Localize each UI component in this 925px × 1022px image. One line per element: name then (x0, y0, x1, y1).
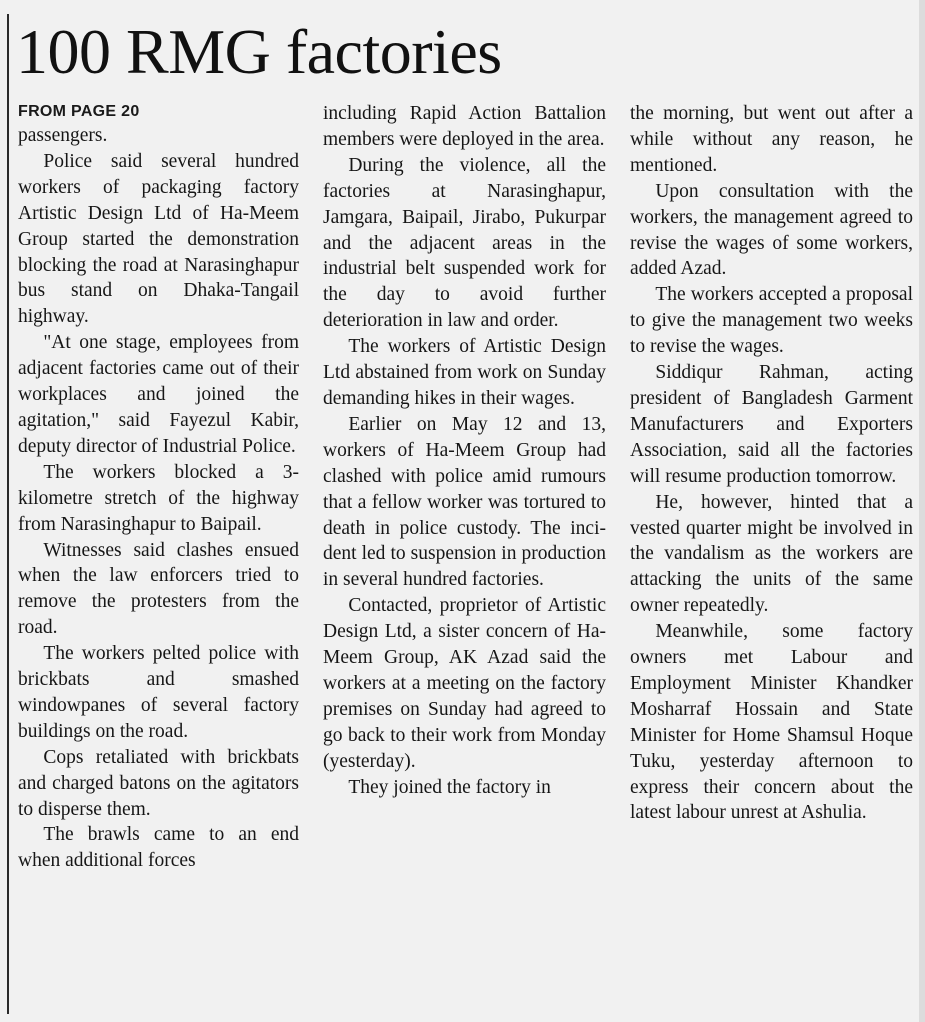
paragraph: Police said several hundred workers of packaging factory Artistic Design Ltd of Ha-Meem Group started the demonstration blocking the road at Narasinghapur bus stand on Dhaka-Tangail highway. (18, 150, 299, 328)
jump-line: FROM PAGE 20 (18, 103, 140, 120)
paragraph: Witnesses said clashes ensued when the law enforcers tried to remove the protesters from the road. (18, 539, 299, 639)
paragraph: Siddiqur Rahman, acting president of Bangladesh Garment Manufacturers and Exporters Association, said all the factories will resume production tomorrow. (630, 362, 913, 487)
article-column-3 (630, 101, 913, 826)
paragraph: the morning, but went out after a while without any reason, he mentioned. (630, 103, 913, 176)
headline: 100 RMG factories (16, 16, 502, 87)
paragraph: He, however, hinted that a vested quarter might be involved in the vandalism as the workers are attacking the units of the same owner repeatedly. (630, 491, 913, 617)
paragraph: The workers of Artistic Design Ltd abstained from work on Sunday demanding hikes in their wages. (323, 336, 606, 409)
clipping-edge (919, 0, 925, 1022)
paragraph: including Rapid Action Battalion members were deployed in the area. (323, 103, 606, 150)
paragraph: They joined the factory in (348, 776, 551, 798)
paragraph: Meanwhile, some factory owners met Labour and Employment Minister Khandker Mosharraf Hossain and State Minister for Home Shamsul Hoque Tuku, yesterday afternoon to express their concern about the latest labour unrest at Ashulia. (630, 621, 913, 824)
paragraph: "At one stage, employees from adjacent factories came out of their workplaces and joined the agitation," said Fayezul Kabir, deputy director of Industrial Police. (18, 332, 299, 457)
paragraph: passengers. (18, 125, 108, 146)
left-column-rule (7, 14, 9, 1014)
article-column-1 (18, 101, 299, 874)
paragraph: The workers blocked a 3-kilometre stretch of the highway from Narasinghapur to Baipail. (18, 461, 299, 535)
paragraph: The workers accepted a proposal to give the management two weeks to revise the wages. (630, 284, 913, 358)
paragraph: Upon consultation with the workers, the management agreed to revise the wages of some workers, added Azad. (630, 180, 913, 280)
paragraph: Cops retaliated with brickbats and charged batons on the agitators to disperse them. (18, 746, 299, 820)
article-column-2 (323, 101, 606, 800)
paragraph: The brawls came to an end when additional forces (18, 824, 299, 872)
paragraph: Contacted, proprietor of Artistic Design Ltd, a sister concern of Ha-Meem Group, AK Azad said the workers at a meeting on the factory premises on Sunday had agreed to go back to their work from Monday (yesterday). (323, 595, 606, 772)
paragraph: During the violence, all the factories at Narasinghapur, Jamgara, Baipail, Jirabo, Pukurpar and the adjacent areas in the industrial belt suspended work for the day to avoid further deterioration in law and order. (323, 154, 606, 332)
paragraph: The workers pelted police with brickbats and smashed windowpanes of several factory buildings on the road. (18, 643, 299, 742)
paragraph: Earlier on May 12 and 13, workers of Ha-Meem Group had clashed with police amid rumours that a fellow worker was tortured to death in police custody. The incident led to suspension in production in several hundred factories. (323, 413, 606, 591)
